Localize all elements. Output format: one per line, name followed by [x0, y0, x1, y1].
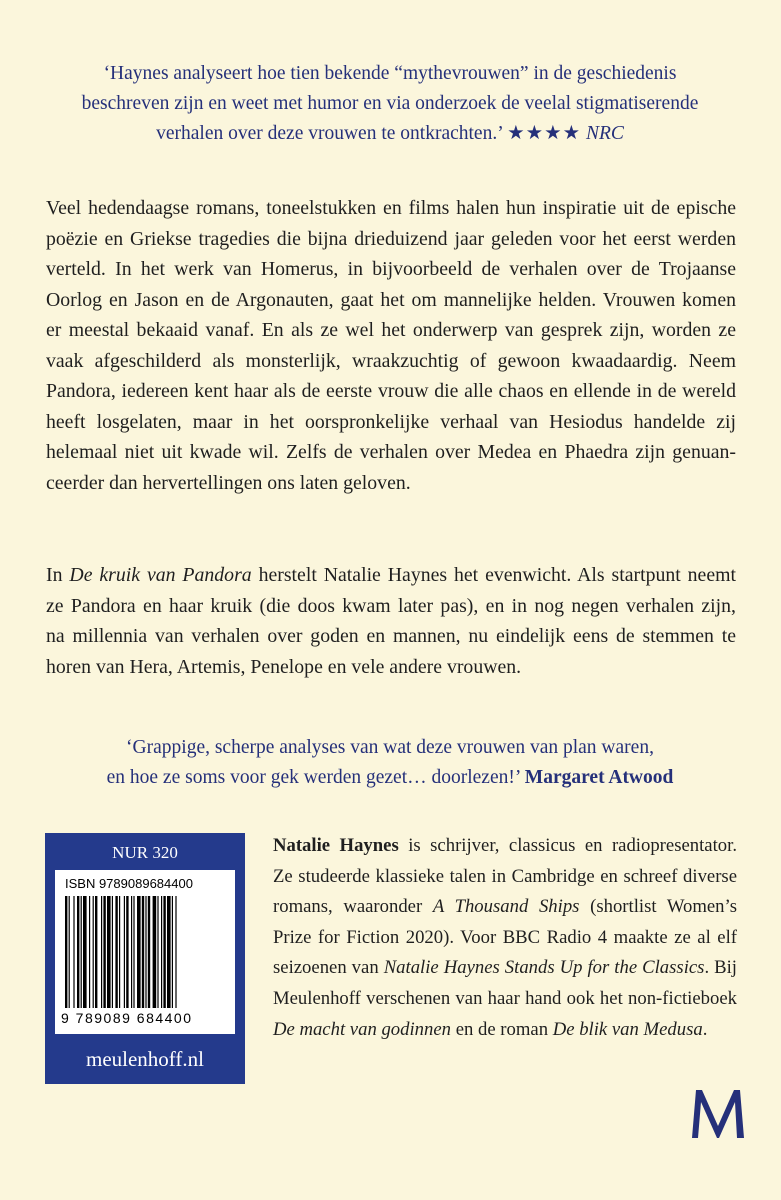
text-line: Oorlog en Jason en de Argonauten, gaat het om mannelijke helden. Vrouwen komen — [46, 288, 736, 311]
barcode-bar — [83, 896, 87, 1008]
meulenhoff-logo-icon — [690, 1088, 746, 1140]
barcode-bar — [107, 896, 111, 1008]
barcode-icon — [63, 896, 227, 1008]
author-bio — [273, 831, 737, 1045]
quote-source: NRC — [585, 123, 624, 144]
text-line: seizoenen van Natalie Haynes Stands Up for the Classics. Bij — [273, 957, 738, 979]
text-line: Ze studeerde klassieke talen in Cambridge en schreef diverse — [273, 865, 737, 887]
quote-line: ‘Haynes analyseert hoe tien bekende “mythevrouwen” in de geschiedenis — [103, 63, 677, 84]
text-line: In De kruik van Pandora herstelt Natalie Haynes het evenwicht. Als startpunt neemt — [46, 564, 737, 586]
barcode-bar — [124, 896, 125, 1008]
barcode-bar — [103, 896, 105, 1008]
barcode-bar — [148, 896, 150, 1008]
barcode-bar — [101, 896, 102, 1008]
text-line: horen van Hera, Artemis, Penelope en vele andere vrouwen. — [46, 655, 522, 678]
text-line: helemaal niet uit kwade wil. Zelfs de verhalen over Medea en Phaedra zijn genuan- — [46, 441, 736, 463]
barcode-bar — [137, 896, 141, 1008]
nur-code: NUR 320 — [112, 843, 178, 862]
barcode-bar — [145, 896, 146, 1008]
barcode-bar — [175, 896, 176, 1008]
barcode-bar — [93, 896, 94, 1008]
text-line: Meulenhoff verschenen van haar hand ook het non-fictieboek — [273, 987, 737, 1009]
quote-source: Margaret Atwood — [524, 767, 674, 788]
barcode-block — [45, 833, 245, 1084]
quote-line: en hoe ze soms voor gek werden gezet… doorlezen!’ Margaret Atwood — [106, 767, 674, 788]
author-name: Natalie Haynes — [273, 835, 399, 856]
barcode-bar — [69, 896, 70, 1008]
text-line: Pandora, iedereen kent haar als de eerste vrouw die alle chaos en ellende in de wereld — [46, 380, 736, 402]
quote-line: beschreven zijn en weet met humor en via onderzoek de veelal stigmatiserende — [81, 93, 699, 114]
text-line: De macht van godinnen en de roman De blik van Medusa. — [273, 1018, 708, 1040]
blurb-paragraph-1 — [46, 193, 736, 498]
isbn-label: ISBN 9789089684400 — [65, 876, 193, 891]
barcode-bar — [73, 896, 74, 1008]
barcode-bar — [126, 896, 128, 1008]
text-line: Natalie Haynes is schrijver, classicus en radiopresentator. — [273, 835, 737, 856]
barcode-digits: 9 789089 684400 — [61, 1010, 193, 1026]
text-line: Veel hedendaagse romans, toneelstukken en films halen hun inspiratie uit de epische — [46, 197, 736, 219]
barcode-bar — [153, 896, 157, 1008]
barcode-bar — [142, 896, 144, 1008]
barcode-bar — [65, 896, 67, 1008]
barcode-bar — [89, 896, 90, 1008]
barcode-bar — [131, 896, 132, 1008]
barcode-bar — [161, 896, 162, 1008]
barcode-bar — [119, 896, 120, 1008]
text-line: heeft losgelaten, maar in het oorspronkelijke verhaal van Hesiodus handelde zij — [46, 410, 736, 433]
review-quote-top — [40, 59, 740, 149]
text-line: er meestal bekaaid vanaf. En als ze wel het onderwerp van gesprek zijn, worden ze — [46, 319, 736, 341]
barcode-bar — [81, 896, 82, 1008]
barcode-bar — [95, 896, 97, 1008]
text-line: na millennia van verhalen over goden en mannen, nu eindelijk eens de stemmen te — [46, 625, 736, 647]
barcode-bar — [112, 896, 113, 1008]
barcode-panel — [55, 870, 235, 1034]
text-line: ceerder dan hervertellingen ons laten geloven. — [46, 471, 411, 494]
barcode-bar — [167, 896, 171, 1008]
text-line: vaak afgeschilderd als monsterlijk, wraakzuchtig of gewoon kwaadaardig. Neem — [46, 349, 736, 372]
publisher-website: meulenhoff.nl — [85, 1047, 204, 1071]
barcode-bar — [77, 896, 79, 1008]
blurb-paragraph-2 — [46, 560, 736, 682]
barcode-bar — [163, 896, 165, 1008]
text-line: poëzie en Griekse tragedies die bijna drieduizend jaar geleden voor het eerst werden — [46, 227, 736, 250]
barcode-bar — [172, 896, 173, 1008]
quote-line: verhalen over deze vrouwen te ontkrachten.’ ★★★★ NRC — [156, 123, 624, 144]
text-line: romans, waaronder A Thousand Ships (shortlist Women’s — [273, 896, 737, 918]
barcode-bar — [157, 896, 158, 1008]
book-title: De kruik van Pandora — [69, 564, 252, 586]
quote-line: ‘Grappige, scherpe analyses van wat deze vrouwen van plan waren, — [126, 737, 654, 758]
text-line: ze Pandora en haar kruik (die doos kwam later pas), en in nog negen verhalen zijn, — [46, 594, 736, 617]
review-quote-bottom — [40, 733, 740, 793]
barcode-bar — [115, 896, 117, 1008]
rating-stars: ★★★★ — [507, 123, 582, 144]
text-line: Prize for Fiction 2020). Voor BBC Radio 4 maakte ze al elf — [273, 926, 737, 948]
text-line: verteld. In het werk van Homerus, in bijvoorbeeld de verhalen over de Trojaanse — [46, 258, 736, 280]
barcode-bar — [133, 896, 134, 1008]
